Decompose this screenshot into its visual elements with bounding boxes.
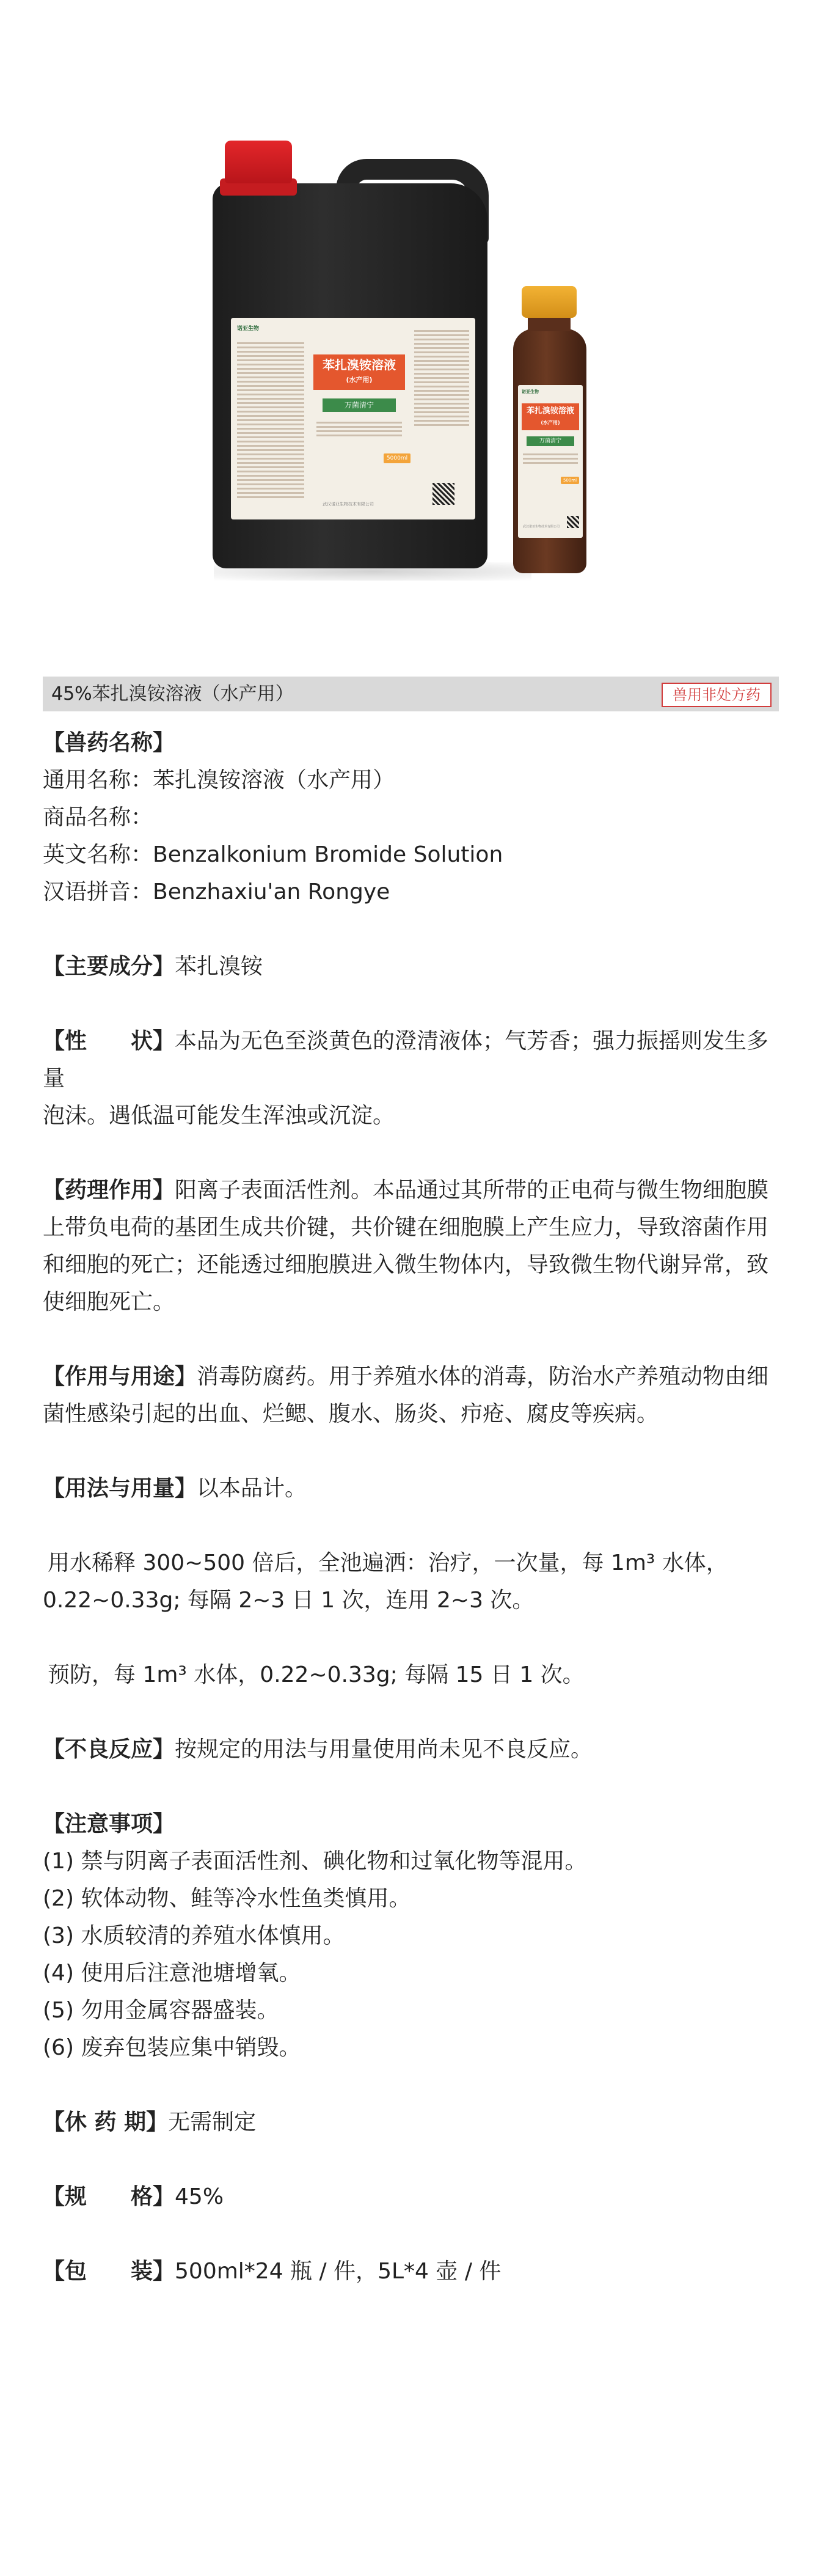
ingredient-heading: 【主要成分】 [43,954,175,979]
big-label-name-block [313,354,405,390]
withdrawal-text: 无需制定 [168,2110,257,2135]
english-name: 英文名称：Benzalkonium Bromide Solution [43,842,503,867]
notes-item: (6) 废弃包装应集中销毁。 [43,2035,301,2060]
withdrawal-section [43,2104,782,2141]
spec-text: 45% [175,2184,224,2209]
indication-line-1: 消毒防腐药。用于养殖水体的消毒，防治水产养殖动物由细 [197,1364,769,1389]
small-bottle-label [518,385,583,538]
notes-item: (4) 使用后注意池塘增氧。 [43,1961,301,1986]
dosage-treatment-line-1: 用水稀释 300~500 倍后，全池遍洒：治疗，一次量，每 1m³ 水体， [48,1550,728,1576]
dosage-heading: 【用法与用量】 [43,1476,197,1501]
small-label-band: 万菌清宁 [527,436,574,446]
small-label-desc-lines [523,453,578,466]
big-label-text-lines [237,342,304,501]
pharmacology-line-3: 和细胞的死亡；还能透过细胞膜进入微生物体内，导致微生物代谢异常，致 [43,1252,769,1277]
big-label-side-lines [414,330,469,428]
notes-item: (1) 禁与阴离子表面活性剂、碘化物和过氧化物等混用。 [43,1849,587,1874]
pharmacology-line-4: 使细胞死亡。 [43,1290,175,1315]
indication-heading: 【作用与用途】 [43,1364,197,1389]
big-label-sub: (水产用) [346,376,373,384]
small-label-qr [567,516,579,528]
character-section [43,1022,782,1097]
generic-name: 通用名称：苯扎溴铵溶液（水产用） [43,768,395,793]
ingredient-text: 苯扎溴铵 [175,954,263,979]
big-label-desc-lines [316,422,402,439]
character-line-2: 泡沫。遇低温可能发生浑浊或沉淀。 [43,1103,395,1128]
product-title-bar [43,677,779,711]
spec-section [43,2178,782,2215]
pharmacology-line-2: 上带负电荷的基团生成共价键，共价键在细胞膜上产生应力，导致溶菌作用 [43,1215,769,1240]
big-label-brand: 诺亚生物 [237,326,260,332]
character-line-1: 本品为无色至淡黄色的澄清液体；气芳香；强力振摇则发生多量 [43,1029,769,1091]
big-label-name: 苯扎溴铵溶液 [323,358,396,372]
big-label-band: 万菌清宁 [323,398,396,412]
small-label-maker: 武汉诺亚生物技术有限公司 [523,525,560,529]
indication-line-2: 菌性感染引起的出血、烂鳃、腹水、肠炎、疖疮、腐皮等疾病。 [43,1401,659,1426]
big-jug-label [231,318,475,519]
big-cap [225,141,292,183]
package-text: 500ml*24 瓶 / 件，5L*4 壶 / 件 [175,2259,502,2284]
package-heading: 【包 装】 [43,2259,175,2284]
ingredient-section [43,948,782,985]
small-label-brand: 诺亚生物 [522,389,539,394]
notes-heading: 【注意事项】 [43,1811,175,1837]
small-label-name-block [522,403,579,430]
package-section [43,2253,782,2290]
big-label-qr [432,483,454,505]
notes-item: (3) 水质较清的养殖水体慎用。 [43,1923,345,1948]
spec-heading: 【规 格】 [43,2184,175,2209]
dosage-section [43,1470,782,1507]
small-label-sub: (水产用) [541,420,560,425]
adverse-heading: 【不良反应】 [43,1737,175,1762]
adverse-section [43,1731,782,1768]
character-heading: 【性 状】 [43,1029,175,1054]
product-image [202,134,629,574]
indication-section [43,1358,782,1395]
dosage-prevention: 预防，每 1m³ 水体，0.22~0.33g; 每隔 15 日 1 次。 [48,1662,585,1687]
adverse-text: 按规定的用法与用量使用尚未见不良反应。 [175,1737,593,1762]
dosage-treatment-line-2: 0.22~0.33g; 每隔 2~3 日 1 次，连用 2~3 次。 [43,1588,535,1613]
notes-item: (2) 软体动物、鲑等冷水性鱼类慎用。 [43,1886,411,1911]
withdrawal-heading: 【休 药 期】 [43,2110,169,2135]
pinyin-name: 汉语拼音：Benzhaxiu'an Rongye [43,879,390,905]
big-label-maker: 武汉诺亚生物技术有限公司 [323,502,374,507]
trade-name: 商品名称： [43,805,153,830]
small-bottle-cap [522,286,577,318]
small-label-volume: 500ml [561,477,579,484]
otc-badge: 兽用非处方药 [662,683,772,707]
pharmacology-line-1: 阳离子表面活性剂。本品通过其所带的正电荷与微生物细胞膜 [175,1178,769,1203]
name-heading: 【兽药名称】 [43,730,175,755]
pharmacology-section [43,1172,782,1209]
pharmacology-heading: 【药理作用】 [43,1178,175,1203]
product-title: 45%苯扎溴铵溶液（水产用） [51,683,294,705]
small-label-name: 苯扎溴铵溶液 [526,406,574,416]
dosage-text: 以本品计。 [197,1476,307,1501]
big-label-volume: 5000ml [384,453,410,463]
product-description [43,724,782,2290]
notes-item: (5) 勿用金属容器盛装。 [43,1998,279,2023]
